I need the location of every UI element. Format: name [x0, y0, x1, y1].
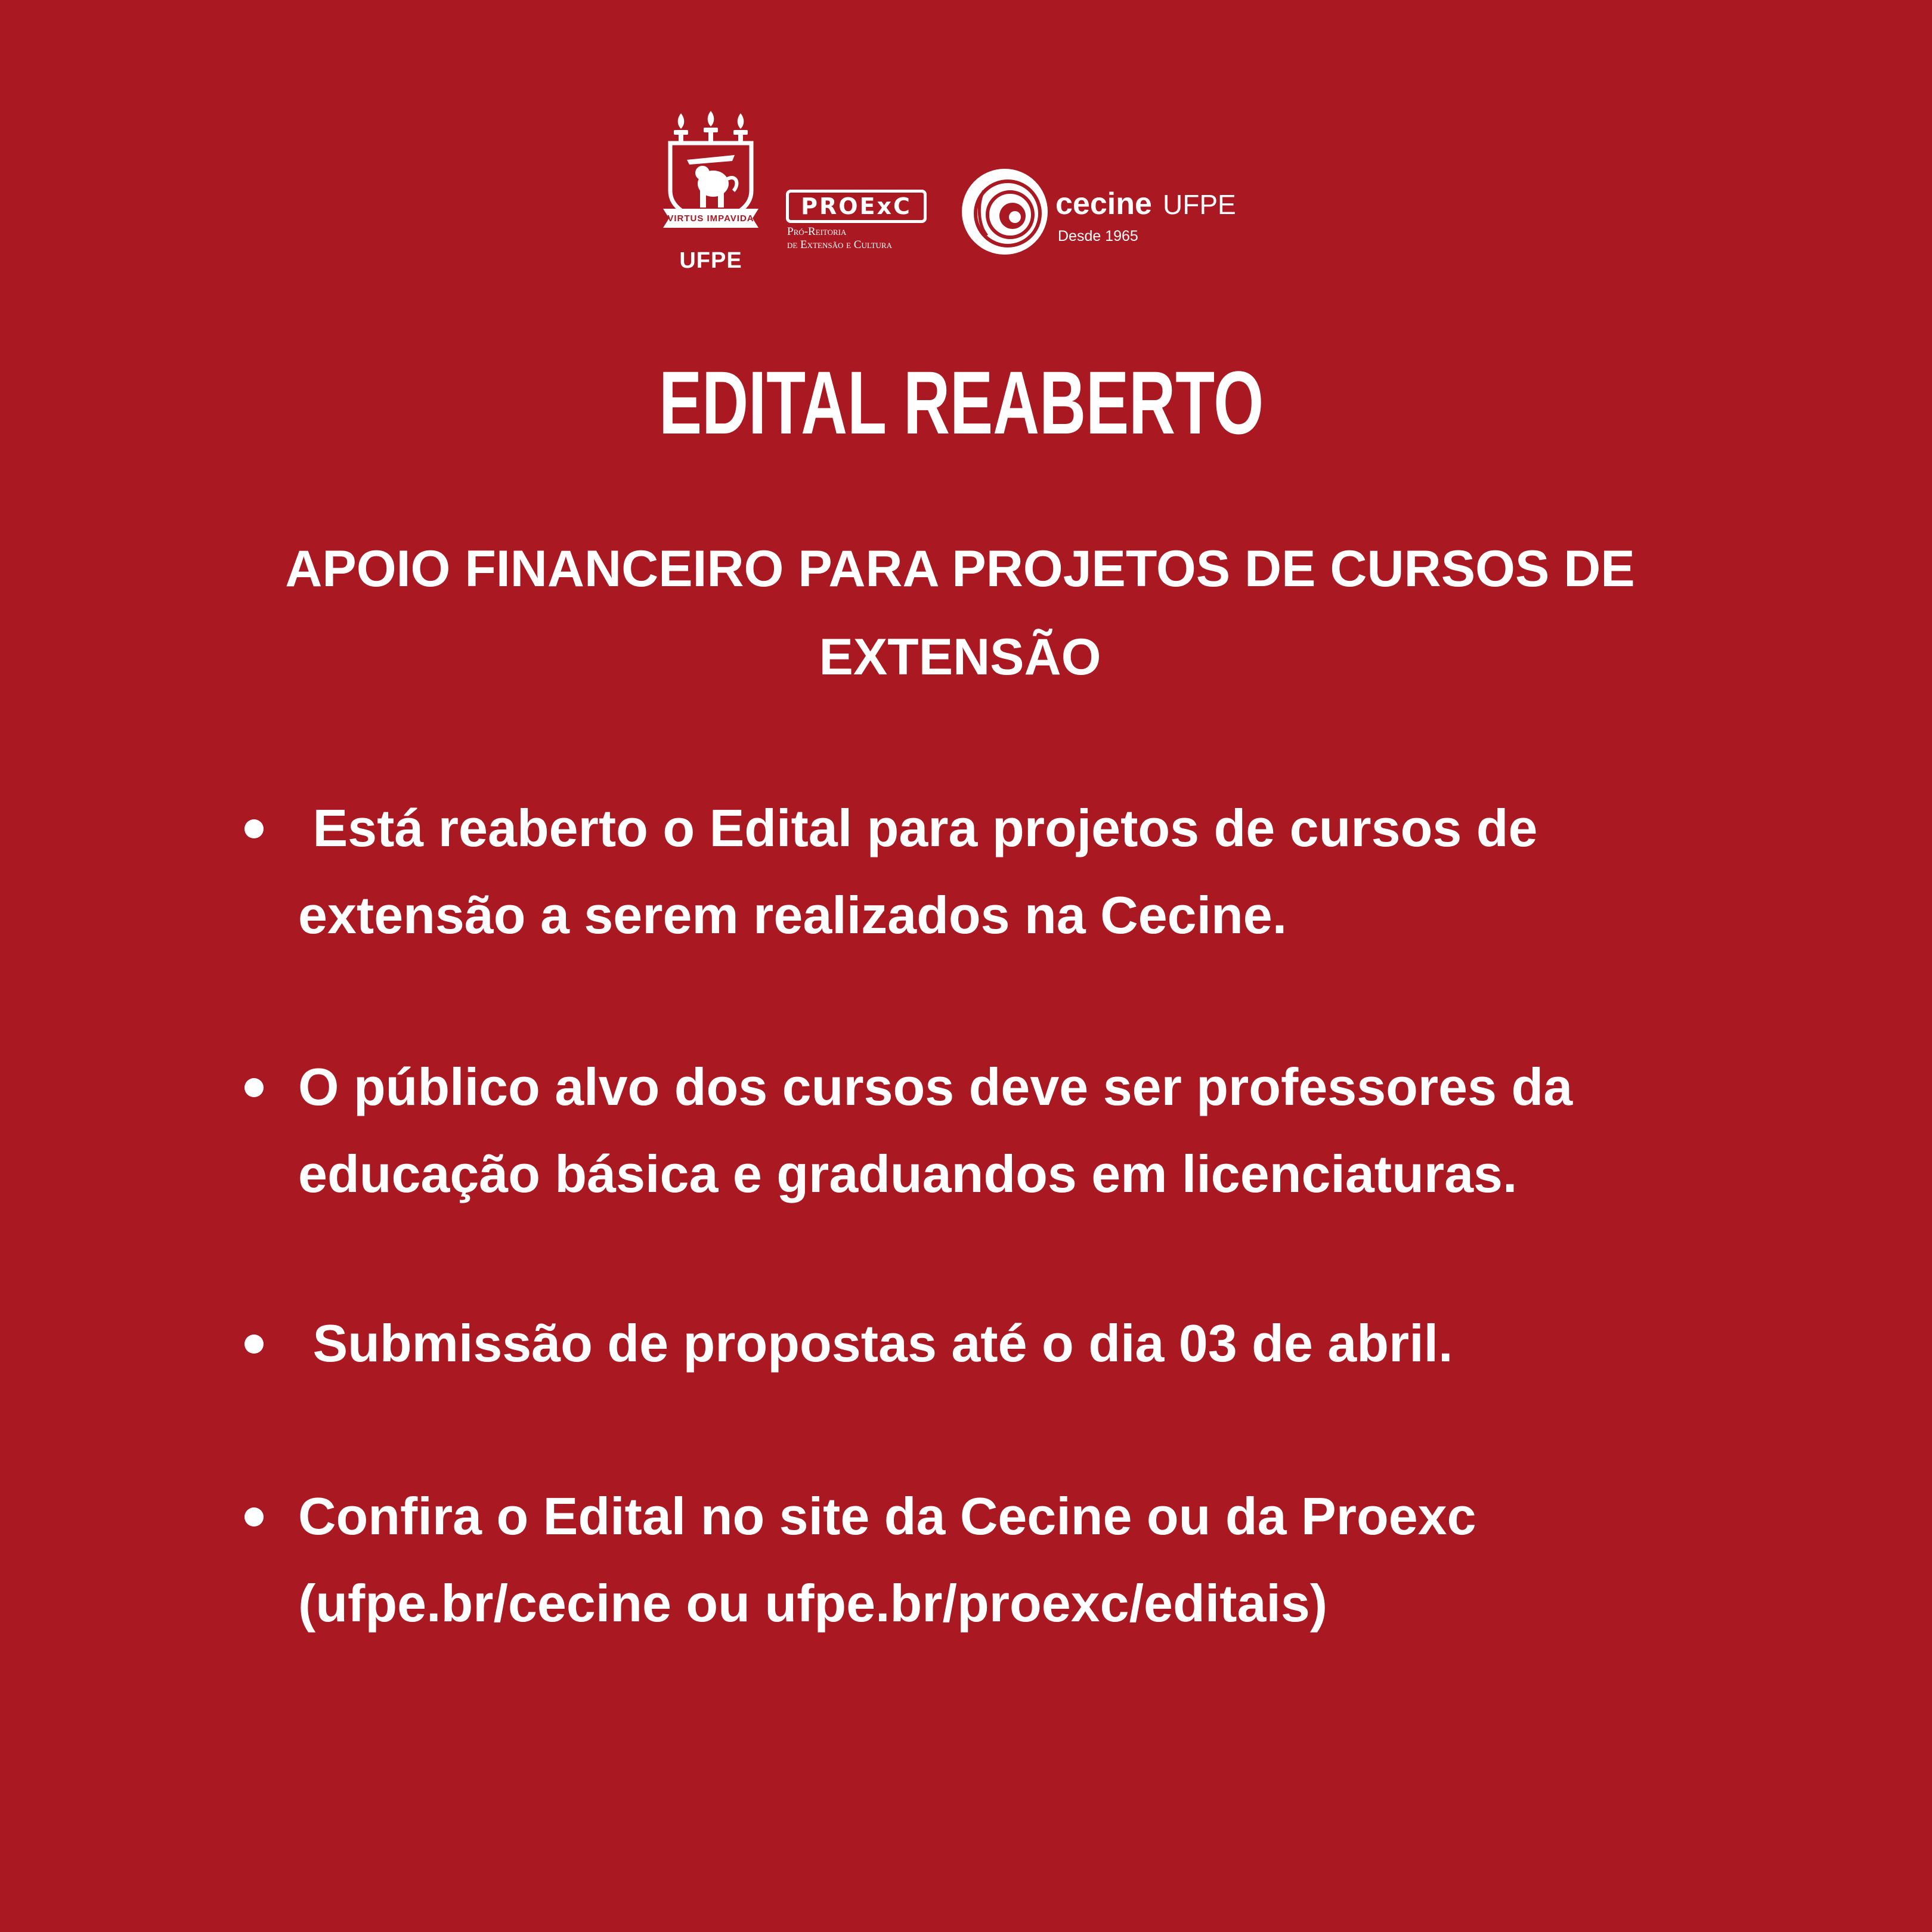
- cecine-since: Desde 1965: [1058, 228, 1138, 244]
- ufpe-name: UFPE: [679, 248, 742, 273]
- list-item-text: Confira o Edital no site da Cecine ou da Proexc (ufpe.br/cecine ou ufpe.br/proexc/editais): [298, 1487, 1491, 1633]
- cecine-suffix: UFPE: [1163, 189, 1236, 220]
- proexc-name: PROExC: [786, 190, 927, 223]
- ufpe-motto: VIRTUS IMPAVIDA: [667, 213, 754, 224]
- proexc-subtitle-line2: de Extensão e Cultura: [787, 239, 892, 251]
- list-item-text: Está reaberto o Edital para projetos de cursos de extensão a serem realizados na Cecine.: [298, 798, 1552, 945]
- cecine-name: cecine: [1055, 187, 1152, 221]
- proexc-subtitle-line1: Pró-Reitoria: [787, 225, 847, 238]
- page-title: EDITAL REABERTO: [659, 352, 1264, 453]
- bullet-dot-icon: [244, 819, 264, 838]
- page-subtitle: APOIO FINANCEIRO PARA PROJETOS DE CURSOS DE EXTENSÃO: [285, 540, 1635, 686]
- list-item-text: Submissão de propostas até o dia 03 de abril.: [298, 1314, 1453, 1373]
- bullet-dot-icon: [244, 1507, 264, 1527]
- bullet-dot-icon: [244, 1335, 264, 1354]
- bullet-dot-icon: [244, 1078, 264, 1097]
- list-item-text: O público alvo dos cursos deve ser professores da educação básica e graduandos em licenciaturas.: [298, 1057, 1587, 1203]
